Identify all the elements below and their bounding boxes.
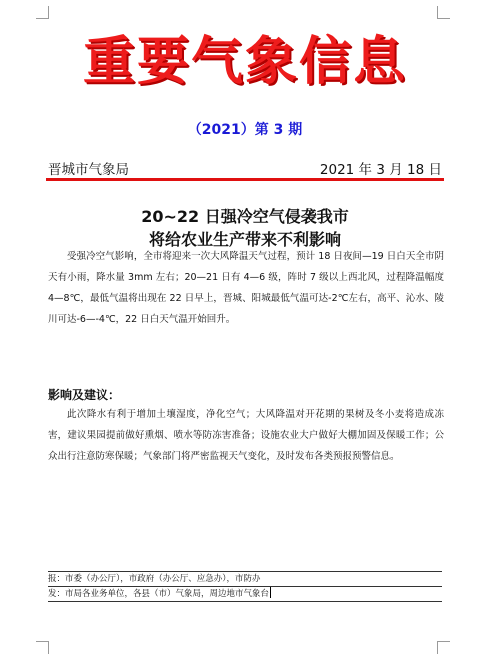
page-corner-mark — [36, 641, 49, 654]
page-corner-mark — [437, 6, 450, 19]
masthead-title: 重要气象信息 — [82, 32, 407, 92]
page-corner-mark — [36, 6, 49, 19]
header-info-row — [48, 158, 442, 178]
issue-date: 2021 年 3 月 18 日 — [319, 162, 442, 178]
article-title — [0, 205, 490, 251]
article-title-line-2: 将给农业生产带来不利影响 — [148, 230, 341, 249]
advice-paragraph: 此次降水有利于增加土壤湿度，净化空气；大风降温对开花期的果树及冬小麦将造成冻害，建议果园提前做好熏烟、喷水等防冻害准备；设施农业大户做好大棚加固及保暖工作；公众出行注意防寒保暖；气象部门将严密监视天气变化，及时发布各类预报预警信息。 — [48, 409, 444, 462]
text-cursor — [270, 587, 271, 598]
header-red-rule — [46, 178, 444, 181]
section-heading-impact: 影响及建议： — [48, 388, 121, 402]
distribution-report-to: 报：市委（办公厅），市政府（办公厅、应急办），市防办 — [48, 571, 442, 586]
distribution-list — [48, 571, 442, 602]
issuer-name: 晋城市气象局 — [48, 162, 129, 178]
page-corner-mark — [437, 641, 450, 654]
article-title-line-1: 20~22 日强冷空气侵袭我市 — [141, 207, 349, 226]
distribution-send-to: 发：市局各业务单位，各县（市）气象局，周边地市气象台 — [48, 586, 442, 602]
issue-number: （2021）第 3 期 — [187, 122, 303, 138]
forecast-paragraph: 受强冷空气影响，全市将迎来一次大风降温天气过程，预计 18 日夜间—19 日白天全市阴天有小雨，降水量 3mm 左右；20—21 日有 4—6 级，阵时 7 级以上西北风，过程降温幅度 4—8℃，最低气温将出现在 22 日早上，晋城、阳城最低气温可达-2℃左右，高平、沁水、陵川可达-6—-4℃，22 日白天气温开始回升。 — [48, 251, 444, 325]
